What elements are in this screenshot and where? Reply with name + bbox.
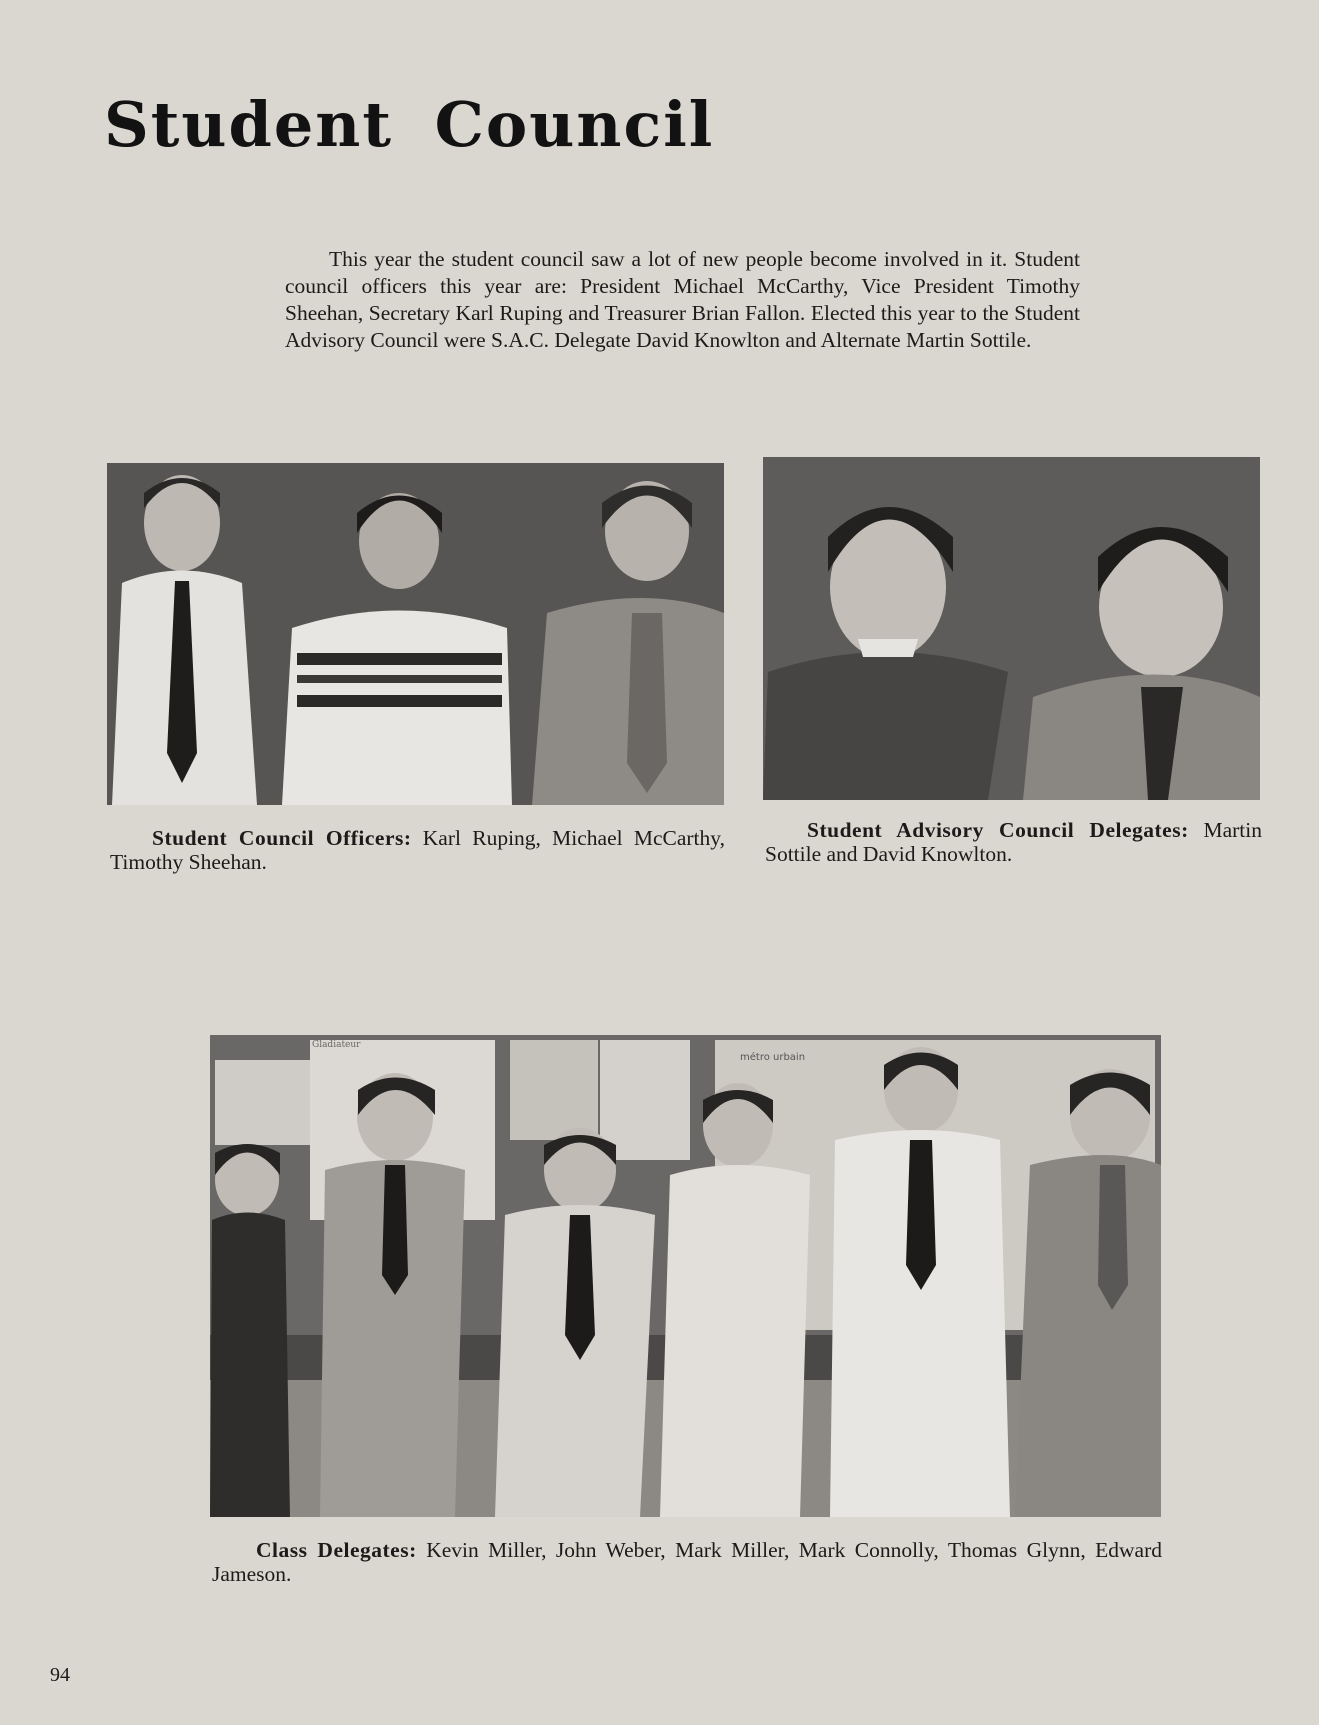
intro-paragraph: This year the student council saw a lot of new people become involved in it. Student council officers this year are: President Michael McCarthy, Vice President Timothy Sheehan, Secretary Karl Ruping and Treasurer Brian Fallon. Elected this year to the Student Advisory Council were S.A.C. Delegate David Knowlton and Alternate Martin Sottile.: [285, 247, 1080, 352]
class-delegates-photo: [210, 1035, 1161, 1517]
class-delegates-caption-text: Kevin Miller, John Weber, Mark Miller, Mark Connolly, Thomas Glynn, Edward Jameson.: [212, 1538, 1162, 1586]
advisory-caption: [765, 818, 1262, 866]
class-delegates-caption-lead: Class Delegates:: [256, 1538, 417, 1562]
page-number: 94: [50, 1664, 70, 1686]
poster-label: Gladiateur: [312, 1040, 361, 1050]
page-title: Student Council: [104, 88, 715, 161]
officers-caption: [110, 826, 725, 874]
officers-caption-text: Karl Ruping, Michael McCarthy, Timothy Sheehan.: [110, 826, 725, 874]
map-label: métro urbain: [740, 1052, 806, 1063]
advisory-caption-text: Martin Sottile and David Knowlton.: [765, 818, 1262, 866]
officers-photo: [107, 463, 724, 805]
advisory-delegates-photo: [763, 457, 1260, 800]
advisory-caption-lead: Student Advisory Council Delegates:: [807, 818, 1189, 842]
class-delegates-caption: [212, 1538, 1162, 1586]
officers-caption-lead: Student Council Officers:: [152, 826, 412, 850]
